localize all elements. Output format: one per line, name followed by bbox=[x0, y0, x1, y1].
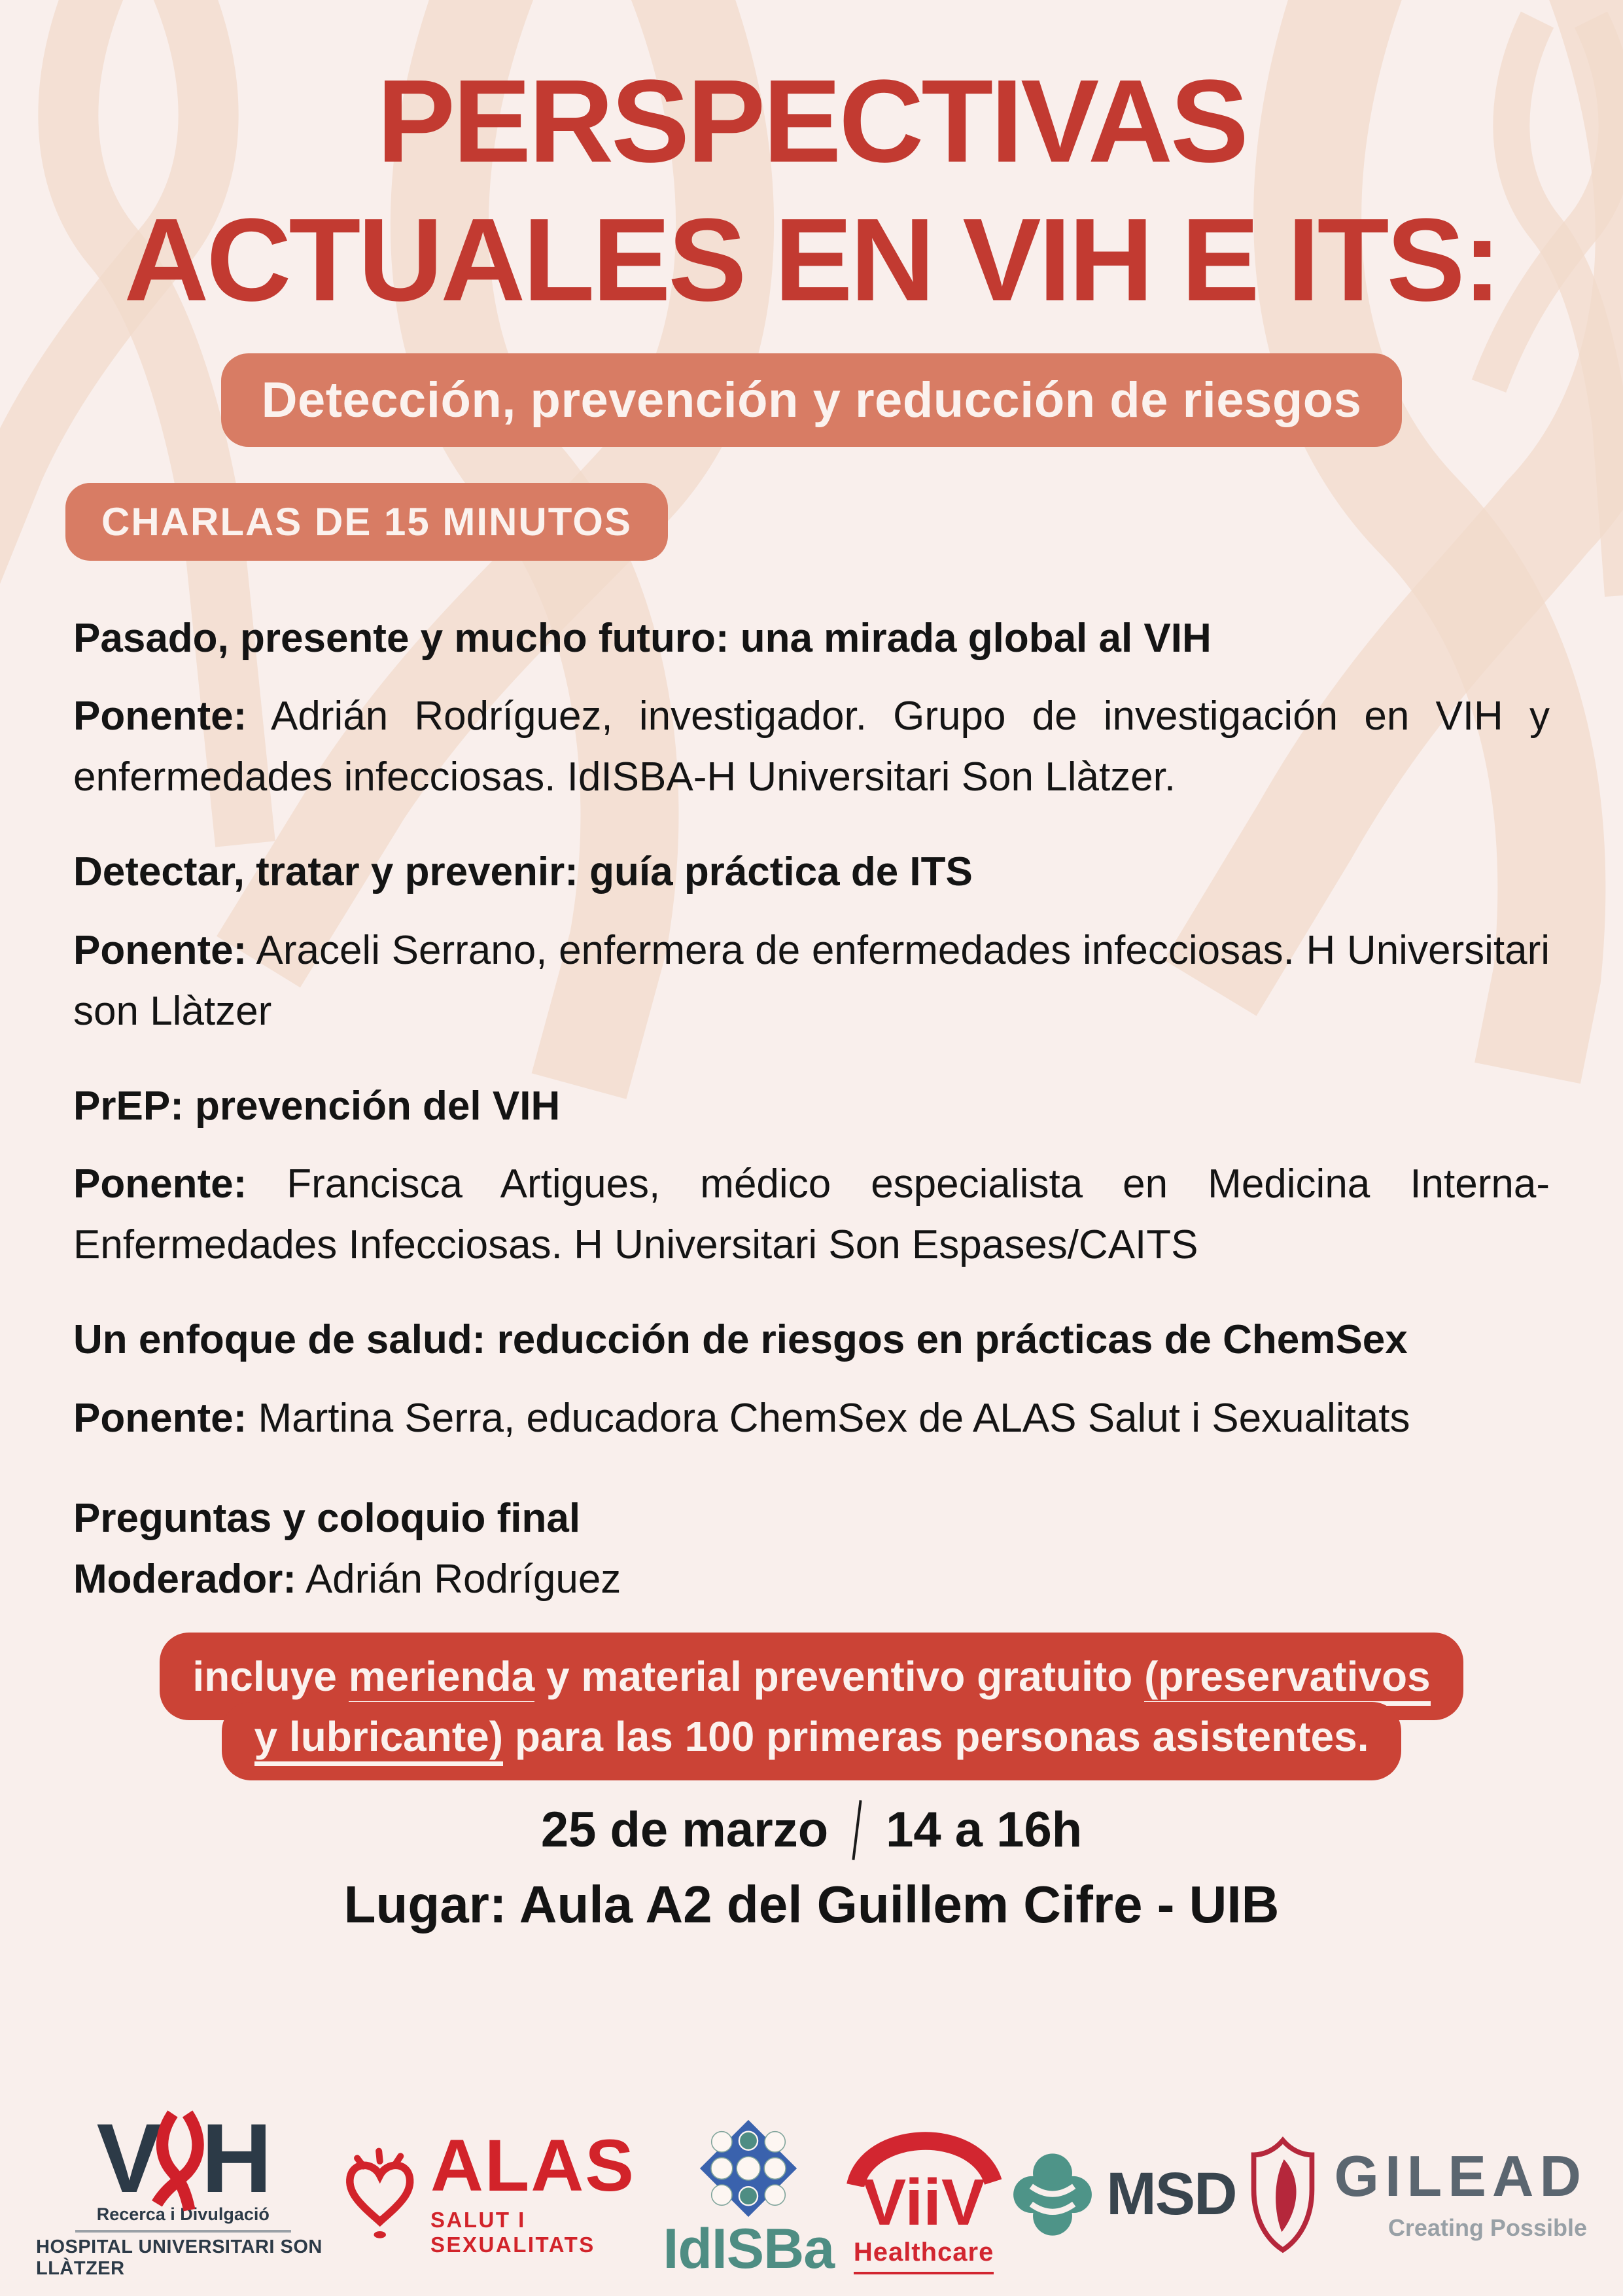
title-line-1: PERSPECTIVAS bbox=[377, 56, 1246, 187]
logo-gilead bbox=[1248, 2134, 1587, 2255]
talk-2-title: Detectar, tratar y prevenir: guía práctica de ITS bbox=[73, 849, 973, 895]
gilead-wordmark: GILEAD bbox=[1334, 2143, 1587, 2208]
banner-text: para las 100 primeras personas asistentes. bbox=[503, 1712, 1369, 1760]
talk-item-1 bbox=[73, 613, 1550, 808]
sponsor-logos bbox=[36, 2103, 1587, 2280]
moderator-line bbox=[73, 1549, 1550, 1610]
speaker-text: Araceli Serrano, enfermera de enfermedades infecciosas. H Universitari son Llàtzer bbox=[73, 927, 1550, 1034]
gilead-tagline: Creating Possible bbox=[1387, 2214, 1587, 2241]
event-time: 14 a 16h bbox=[886, 1802, 1083, 1858]
moderator-name: Adrián Rodríguez bbox=[305, 1556, 621, 1602]
poster-header bbox=[0, 0, 1623, 561]
talk-4-title: Un enfoque de salud: reducción de riesgos en prácticas de ChemSex bbox=[73, 1317, 1408, 1363]
event-location: Lugar: Aula A2 del Guillem Cifre - UIB bbox=[343, 1875, 1280, 1934]
logo-alas bbox=[342, 2125, 652, 2257]
talk-1-speaker bbox=[73, 686, 1550, 807]
talks-list bbox=[0, 613, 1623, 1610]
banner-text-underlined: merienda bbox=[349, 1653, 535, 1706]
red-awareness-ribbon-icon bbox=[150, 2109, 211, 2214]
vih-sub-line-2: HOSPITAL UNIVERSITARI SON LLÀTZER bbox=[36, 2236, 323, 2279]
logo-viiv-healthcare bbox=[846, 2115, 1002, 2274]
talk-2-speaker bbox=[73, 920, 1550, 1042]
speaker-text: Martina Serra, educadora ChemSex de ALAS Salut i Sexualitats bbox=[258, 1395, 1410, 1441]
event-datetime bbox=[0, 1800, 1623, 1860]
speaker-label: Ponente: bbox=[73, 927, 247, 973]
banner-text-underlined: (preservativos bbox=[1144, 1653, 1431, 1706]
banner-text: incluye bbox=[192, 1652, 349, 1700]
heart-with-rays-icon bbox=[342, 2136, 417, 2252]
talks-duration-badge: CHARLAS DE 15 MINUTOS bbox=[65, 483, 668, 561]
viiv-wordmark: ViiV bbox=[862, 2165, 985, 2239]
closing-title: Preguntas y coloquio final bbox=[73, 1495, 581, 1541]
msd-wordmark: MSD bbox=[1106, 2161, 1236, 2227]
moderator-label: Moderador: bbox=[73, 1556, 296, 1602]
logo-msd bbox=[1013, 2149, 1236, 2240]
talk-3-speaker bbox=[73, 1154, 1550, 1275]
speaker-label: Ponente: bbox=[73, 694, 247, 739]
viiv-tagline: Healthcare bbox=[854, 2238, 994, 2274]
speaker-label: Ponente: bbox=[73, 1395, 247, 1441]
speaker-label: Ponente: bbox=[73, 1161, 247, 1207]
talk-4-speaker bbox=[73, 1388, 1550, 1449]
vih-letter-h: H bbox=[201, 2103, 270, 2213]
talk-1-title: Pasado, presente y mucho futuro: una mirada global al VIH bbox=[73, 615, 1212, 661]
idisba-wordmark: IdISBa bbox=[663, 2217, 835, 2280]
talk-item-2 bbox=[73, 847, 1550, 1042]
alas-wordmark: ALAS bbox=[430, 2125, 635, 2207]
logo-vih-son-llatzer bbox=[36, 2103, 330, 2280]
title-line-2: ACTUALES EN VIH E ITS: bbox=[124, 194, 1499, 327]
subtitle-banner: Detección, prevención y reducción de riesgos bbox=[221, 353, 1403, 447]
alas-text bbox=[430, 2125, 651, 2257]
blue-diamond-dots-icon bbox=[692, 2112, 805, 2225]
vih-sub-line-1: Recerca i Divulgació bbox=[96, 2204, 270, 2224]
closing-section bbox=[73, 1488, 1550, 1610]
freebies-banner bbox=[0, 1633, 1623, 1780]
logo-idisba bbox=[663, 2112, 835, 2280]
alas-tagline: SALUT I SEXUALITATS bbox=[430, 2207, 595, 2257]
speaker-text: Francisca Artigues, médico especialista en Medicina Interna-Enfermedades Infecciosas. H Universitari Son Espases/CAITS bbox=[73, 1161, 1550, 1268]
gilead-shield-leaf-icon bbox=[1248, 2134, 1318, 2255]
talk-item-4 bbox=[73, 1315, 1550, 1449]
msd-sphere-icon bbox=[1013, 2149, 1092, 2240]
talk-3-title: PrEP: prevención del VIH bbox=[73, 1083, 561, 1129]
vih-divider bbox=[75, 2230, 291, 2233]
page-title bbox=[0, 52, 1623, 330]
banner-text-underlined: y lubricante) bbox=[254, 1713, 504, 1766]
vih-letter-v: V bbox=[96, 2103, 160, 2213]
gilead-text bbox=[1334, 2143, 1587, 2242]
banner-text: y material preventivo gratuito bbox=[534, 1652, 1145, 1700]
date-time-separator bbox=[852, 1800, 862, 1860]
event-date: 25 de marzo bbox=[540, 1802, 829, 1858]
freebies-banner-line-2 bbox=[222, 1702, 1402, 1780]
speaker-text: Adrián Rodríguez, investigador. Grupo de investigación en VIH y enfermedades infecciosas. IdISBA-H Universitari Son Llàtzer. bbox=[73, 694, 1550, 800]
talk-item-3 bbox=[73, 1081, 1550, 1276]
